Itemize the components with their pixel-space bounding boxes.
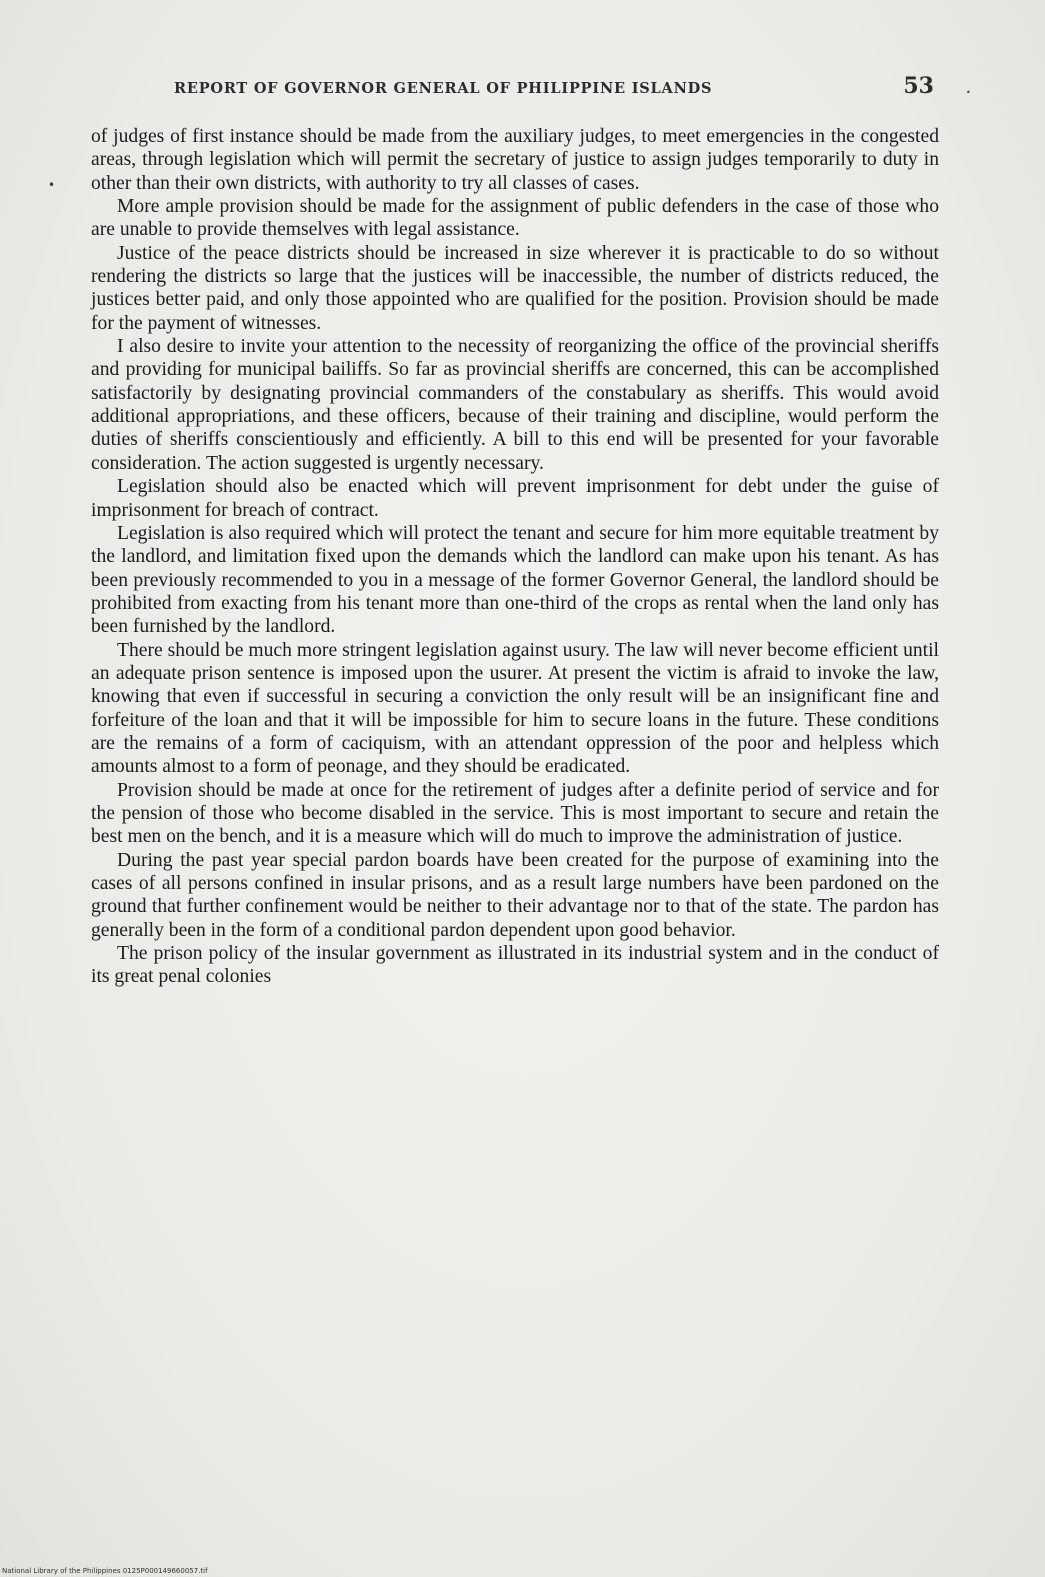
body-text <box>91 125 939 989</box>
scan-speck: • <box>966 88 971 97</box>
paragraph: During the past year special pardon boards have been created for the purpose of examining into the cases of all persons confined in insular prisons, and as a result large numbers have been pardoned on the ground that further confinement would be neither to their advantage nor to that of the state. The pardon has generally been in the form of a conditional pardon dependent upon good behavior. <box>91 849 939 941</box>
header-title: REPORT OF GOVERNOR GENERAL OF PHILIPPINE ISLANDS <box>174 80 713 97</box>
paragraph: Legislation should also be enacted which will prevent imprisonment for debt under the guise of imprisonment for breach of contract. <box>91 476 939 521</box>
paragraph: More ample provision should be made for the assignment of public defenders in the case of those who are unable to provide themselves with legal assistance. <box>91 196 939 241</box>
scan-footer: National Library of the Philippines 0125P000149660057.tif <box>2 1567 208 1575</box>
paragraph: Legislation is also required which will protect the tenant and secure for him more equitable treatment by the landlord, and limitation fixed upon the demands which the landlord can make upon his tenant. As has been previously recommended to you in a message of the former Governor General, the landlord should be prohibited from exacting from his tenant more than one-third of the crops as rental when the land only has been furnished by the landlord. <box>91 522 939 638</box>
paragraph: The prison policy of the insular government as illustrated in its industrial system and in the conduct of its great penal colonies <box>91 943 939 988</box>
paragraph: of judges of first instance should be made from the auxiliary judges, to meet emergencies in the congested areas, through legislation which will permit the secretary of justice to assign judges temporarily to duty in other than their own districts, with authority to try all classes of cases. <box>91 126 939 194</box>
scan-speck: • <box>48 178 56 192</box>
paragraph: There should be much more stringent legislation against usury. The law will never become efficient until an adequate prison sentence is imposed upon the usurer. At present the victim is afraid to invoke the law, knowing that even if successful in securing a conviction the only result will be an insignificant fine and forfeiture of the loan and that it will be impossible for him to secure loans in the future. These conditions are the remains of a form of caciquism, with an attendant oppression of the poor and helpless which amounts almost to a form of peonage, and they should be eradicated. <box>91 639 939 778</box>
page-number: 53 <box>903 73 934 99</box>
running-header <box>174 70 934 110</box>
paragraph: Provision should be made at once for the retirement of judges after a definite period of service and for the pension of those who become disabled in the service. This is most important to secure and retain the best men on the bench, and it is a measure which will do much to improve the administration of justice. <box>91 779 939 848</box>
paragraph: Justice of the peace districts should be increased in size wherever it is practicable to do so without rendering the districts so large that the justices will be inaccessible, the number of districts reduced, the justices better paid, and only those appointed who are qualified for the position. Provision should be made for the payment of witnesses. <box>91 242 939 334</box>
paragraph: I also desire to invite your attention to the necessity of reorganizing the office of the provincial sheriffs and providing for municipal bailiffs. So far as provincial sheriffs are concerned, this can be accomplished satisfactorily by designating provincial commanders of the constabulary as sheriffs. This would avoid additional appropriations, and these officers, because of their training and discipline, would perform the duties of sheriffs conscientiously and efficiently. A bill to this end will be presented for your favorable consideration. The action suggested is urgently necessary. <box>91 336 939 474</box>
